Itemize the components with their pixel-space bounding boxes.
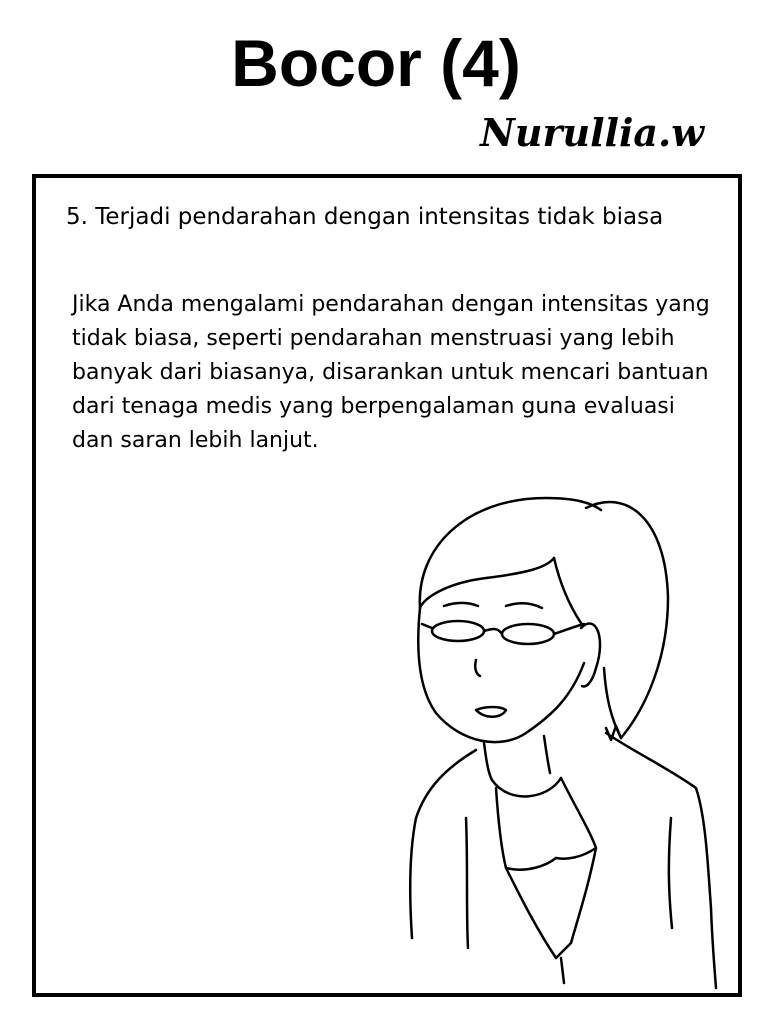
comic-panel xyxy=(32,174,742,997)
panel-heading: 5. Terjadi pendarahan dengan intensitas tidak biasa xyxy=(66,204,664,230)
panel-body-text: Jika Anda mengalami pendarahan dengan intensitas yang tidak biasa, seperti pendarahan menstruasi yang lebih banyak dari biasanya, disarankan untuk mencari bantuan dari tenaga medis yang berpengalaman guna evaluasi dan saran lebih lanjut. xyxy=(72,292,710,453)
comic-title: Bocor (4) xyxy=(231,26,521,100)
author-signature: Nurullia.w xyxy=(480,110,704,155)
woman-illustration xyxy=(406,488,738,993)
